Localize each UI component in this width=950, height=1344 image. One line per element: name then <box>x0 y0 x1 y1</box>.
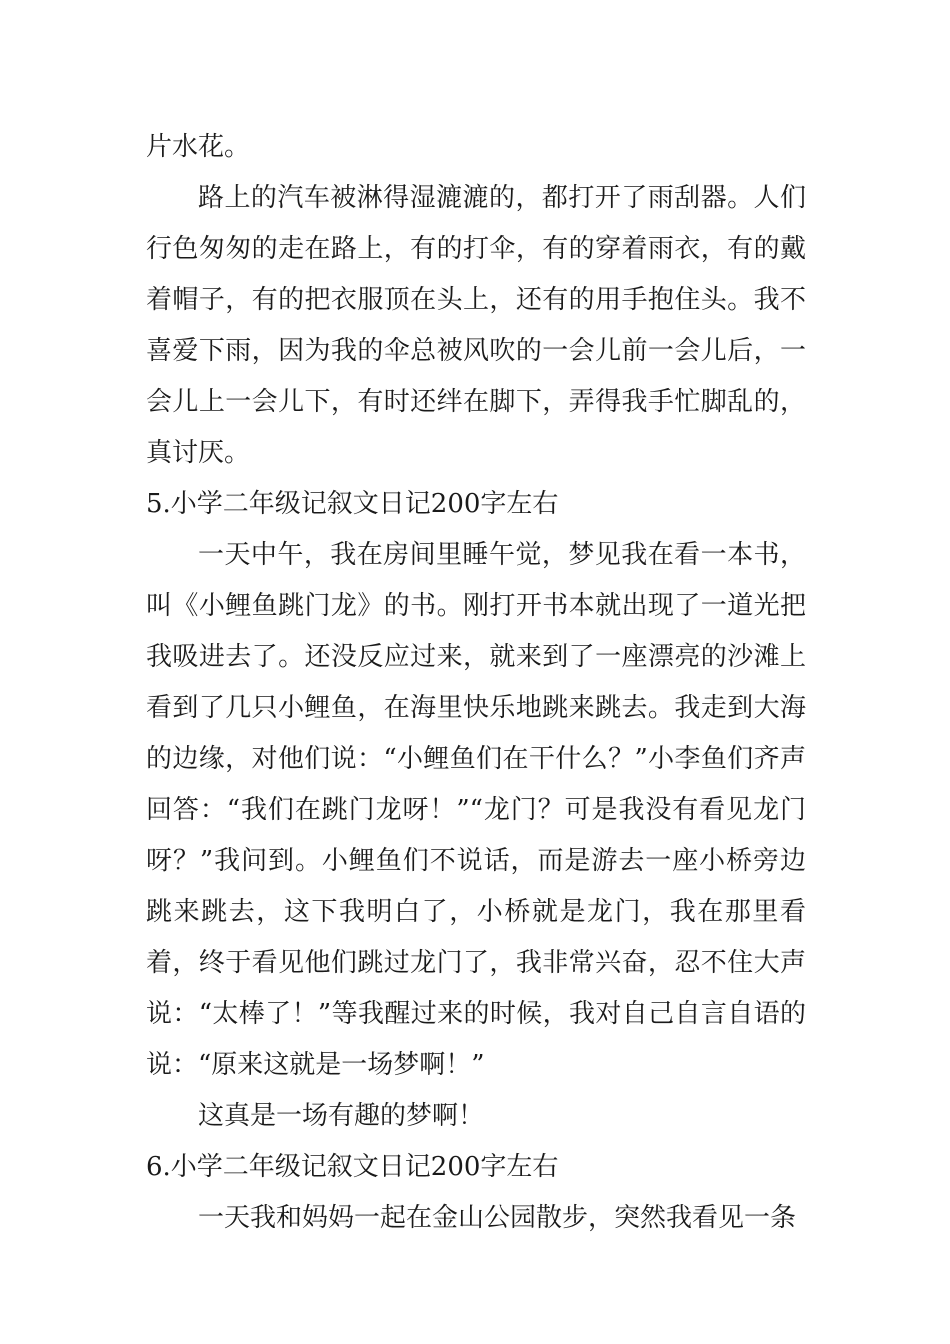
paragraph-rain-street: 路上的汽车被淋得湿漉漉的，都打开了雨刮器。人们行色匆匆的走在路上，有的打伞，有的穿着雨衣，有的戴着帽子，有的把衣服顶在头上，还有的用手抱住头。我不喜爱下雨，因为我的伞总被风吹的一会儿前一会儿后，一会儿上一会儿下，有时还绊在脚下，弄得我手忙脚乱的，真讨厌。 <box>146 183 806 468</box>
paragraph-rain-end: 片水花。 <box>146 132 251 162</box>
section-heading-5: 5.小学二年级记叙文日记200字左右 <box>146 489 559 519</box>
section-heading-6: 6.小学二年级记叙文日记200字左右 <box>146 1152 559 1182</box>
paragraph-carp-dream: 一天中午，我在房间里睡午觉，梦见我在看一本书，叫《小鲤鱼跳门龙》的书。刚打开书本就出现了一道光把我吸进去了。还没反应过来，就来到了一座漂亮的沙滩上看到了几只小鲤鱼，在海里快乐地跳来跳去。我走到大海的边缘，对他们说：“小鲤鱼们在干什么？”小李鱼们齐声回答：“我们在跳门龙呀！”“龙门？可是我没有看见龙门呀？”我问到。小鲤鱼们不说话，而是游去一座小桥旁边跳来跳去，这下我明白了，小桥就是龙门，我在那里看着，终于看见他们跳过龙门了，我非常兴奋，忍不住大声说：“太棒了！”等我醒过来的时候，我对自己自言自语的说：“原来这就是一场梦啊！” <box>146 540 806 1080</box>
document-page <box>146 122 806 1244</box>
paragraph-park-walk: 一天我和妈妈一起在金山公园散步，突然我看见一条 <box>198 1203 797 1233</box>
paragraph-dream-conclusion: 这真是一场有趣的梦啊！ <box>198 1101 485 1131</box>
